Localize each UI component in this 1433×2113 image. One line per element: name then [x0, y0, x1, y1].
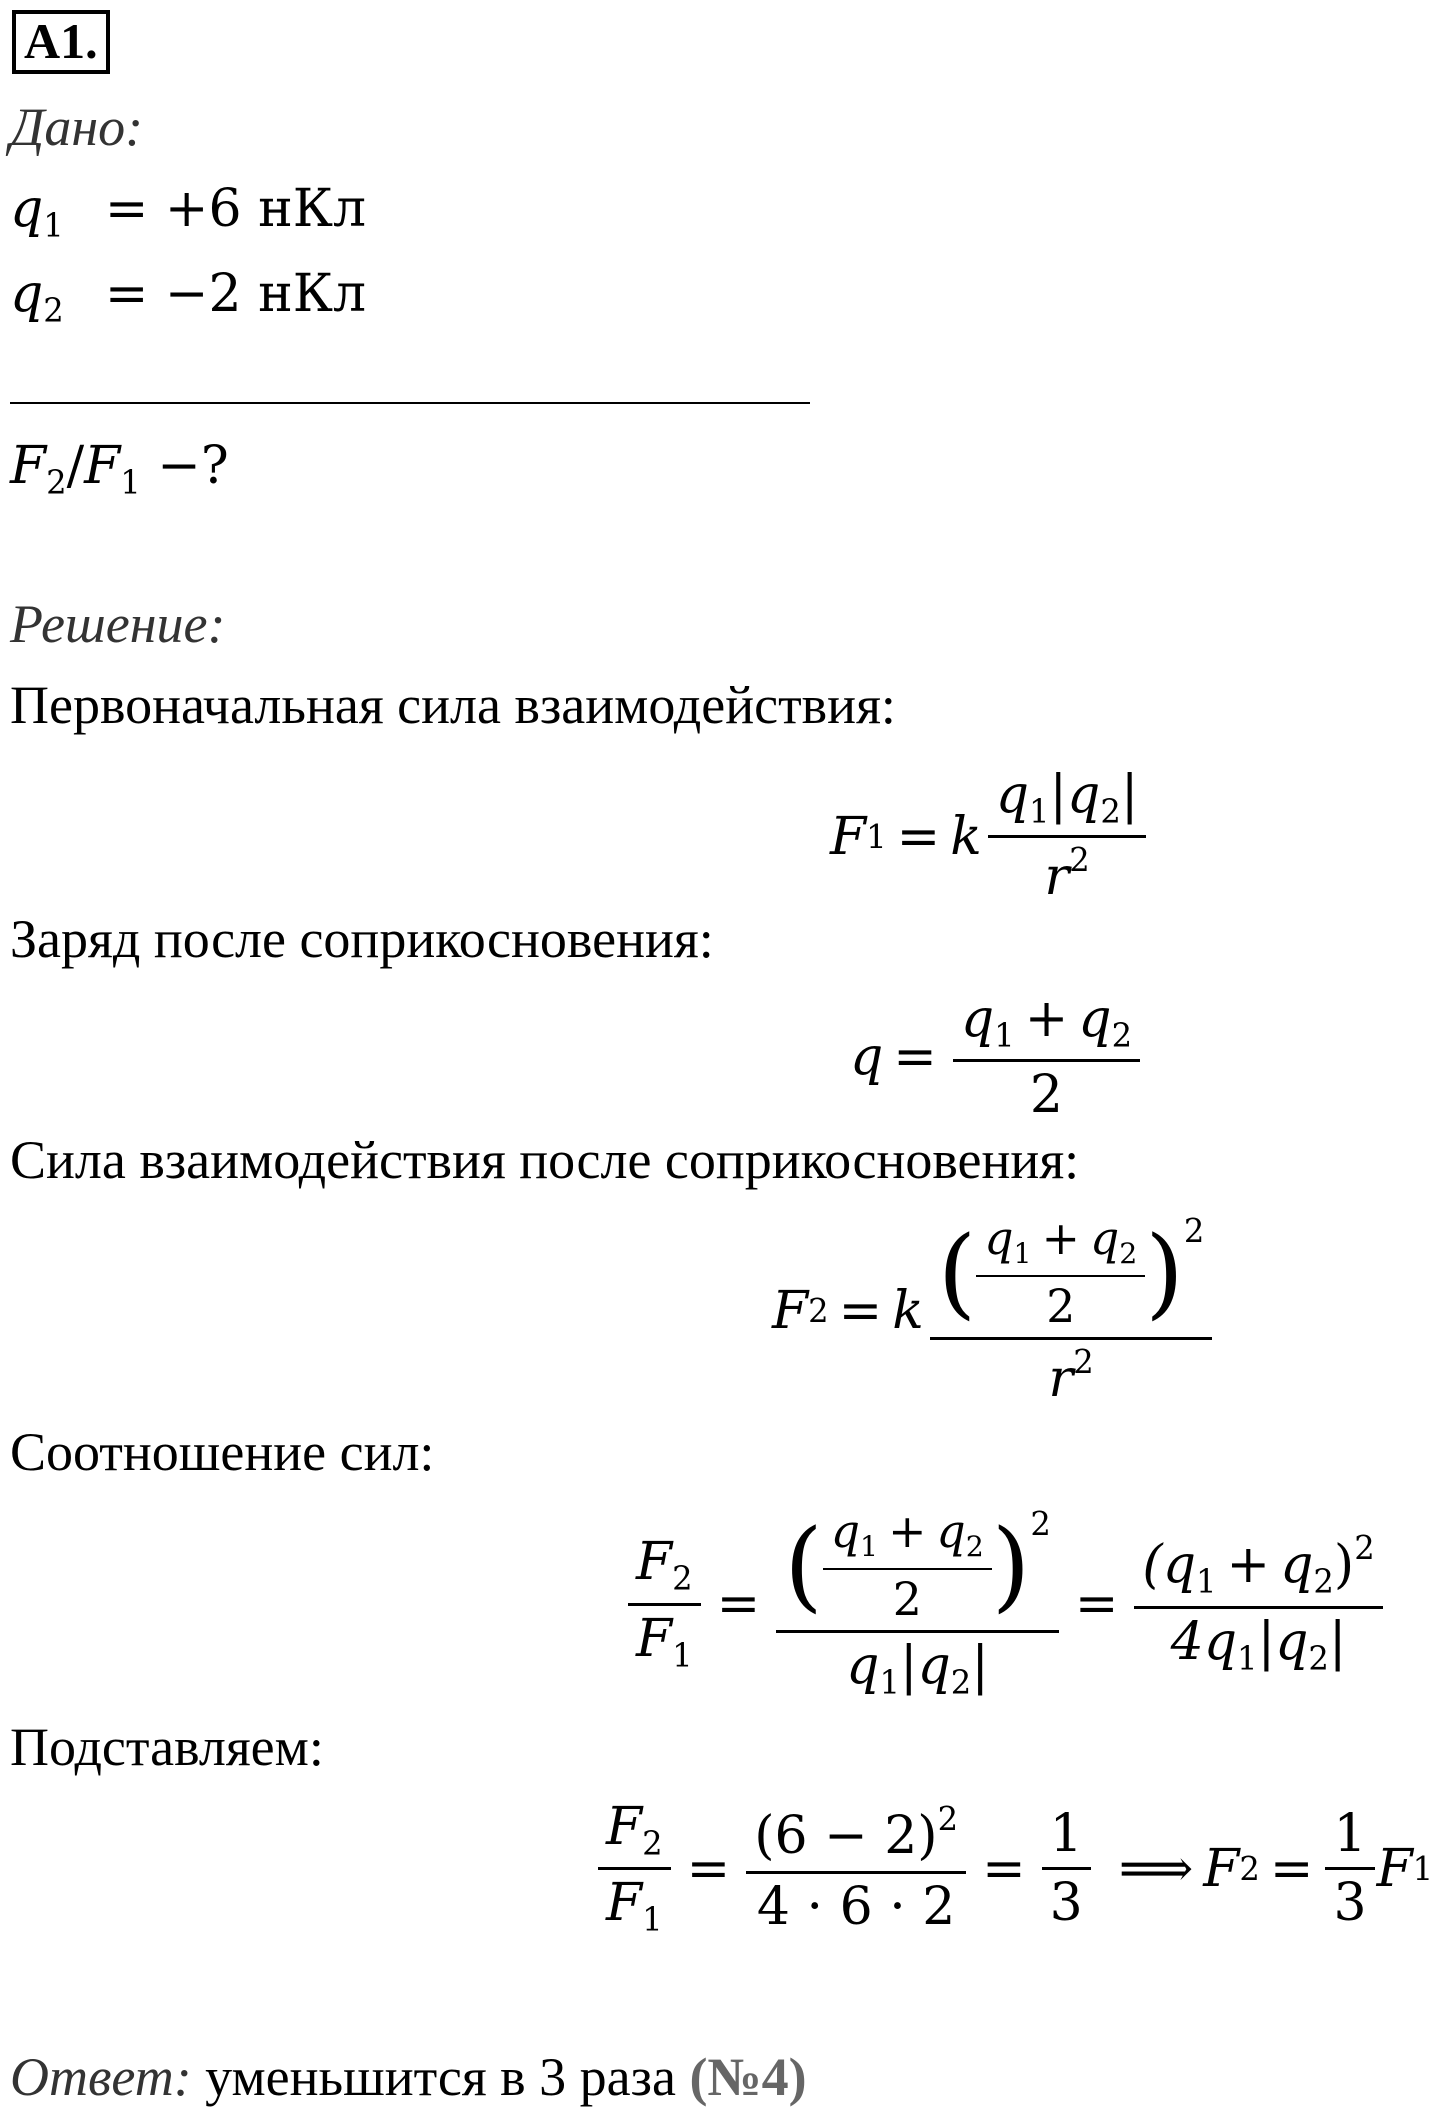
answer-reference: (№4) [689, 2047, 807, 2107]
eq3-inner-denominator: 2 [1046, 1279, 1076, 1333]
eq1-fraction [988, 765, 1147, 908]
eq3-k: k [892, 1281, 924, 1342]
eq4-middle-denominator [838, 1633, 997, 1700]
step-force-after: Сила взаимодействия после соприкосновения: [10, 1130, 1080, 1190]
eq1-num-abs-q: |q [1049, 765, 1101, 825]
eq4-md-q1-index: 1 [879, 1663, 900, 1702]
eq4-in-q1-index: 1 [860, 1530, 879, 1564]
eq4-f1: F [636, 1608, 673, 1669]
eq5-middle-numerator [746, 1799, 966, 1874]
eq3-in-q2: q [1089, 1212, 1120, 1265]
eq1-lhs-index: 1 [866, 817, 887, 856]
eq5-f1-index: 1 [642, 1900, 663, 1939]
eq5-mn-power: 2 [937, 1799, 959, 1838]
eq4-left-numerator [628, 1532, 701, 1605]
eq2-num-q1: q [960, 989, 995, 1049]
eq4-rd-abs-q2: |q [1257, 1611, 1309, 1672]
eq4-inner-fraction [823, 1505, 992, 1626]
eq1-equals: = [896, 806, 941, 867]
eq4-md-abs-q2-index: 2 [950, 1663, 972, 1702]
eq5-third-denominator: 3 [1049, 1873, 1083, 1934]
eq3-den-power: 2 [1073, 1342, 1094, 1381]
eq5-f1: F [606, 1873, 643, 1934]
eq4-left-fraction [628, 1532, 701, 1674]
eq2-plus: + [1024, 989, 1069, 1049]
q1-index: 1 [43, 206, 64, 245]
eq1-num-abs-q-index: 2 [1100, 792, 1121, 831]
eq5-equals-2: = [982, 1838, 1026, 1899]
eq5-f2: F [606, 1797, 643, 1857]
eq3-numerator [930, 1212, 1213, 1340]
step-charge-after: Заряд после соприкосновения: [10, 909, 714, 969]
eq5-left-denominator [598, 1870, 671, 1937]
equation-initial-force [830, 765, 1152, 908]
eq5-left-numerator [598, 1797, 671, 1870]
eq4-middle-fraction [776, 1505, 1059, 1702]
eq3-plus: + [1041, 1212, 1080, 1265]
eq4-rd-q1-index: 1 [1237, 1638, 1258, 1677]
eq1-num-abs-close: | [1120, 765, 1139, 825]
step-initial-force: Первоначальная сила взаимодействия: [10, 675, 896, 735]
eq4-right-numerator [1134, 1529, 1382, 1608]
equation-substitution [592, 1797, 1433, 1939]
q1-value: = +6 нКл [104, 179, 367, 239]
eq4-rn-power: 2 [1354, 1529, 1375, 1568]
eq4-right-fraction [1134, 1529, 1382, 1677]
eq5-equals-3: = [1269, 1838, 1314, 1899]
eq5-rhs-f2: F [1203, 1838, 1240, 1899]
step-substitute: Подставляем: [10, 1717, 324, 1777]
answer-text: уменьшится в 3 раза [191, 2047, 690, 2107]
eq4-left-denominator [628, 1606, 701, 1673]
eq4-rn-close: ) [1333, 1535, 1355, 1596]
eq5-result-numerator: 1 [1325, 1807, 1374, 1871]
eq5-tail-f1: F [1376, 1838, 1413, 1899]
eq3-in-q1: q [984, 1212, 1014, 1265]
eq3-fraction [930, 1212, 1213, 1410]
step-force-ratio: Соотношение сил: [10, 1422, 435, 1482]
find-expression [10, 436, 229, 502]
eq4-left-paren: ( [784, 1507, 823, 1623]
find-slash: / [66, 436, 85, 496]
eq2-lhs: q [850, 1027, 884, 1088]
eq4-rn-q1: (q [1142, 1535, 1196, 1596]
eq5-tail-f1-index: 1 [1412, 1849, 1433, 1888]
eq4-f2-index: 2 [672, 1559, 693, 1598]
eq2-numerator [953, 989, 1140, 1062]
eq4-rn-q2-index: 2 [1313, 1562, 1334, 1601]
eq1-numerator [988, 765, 1147, 838]
eq4-rn-q1-index: 1 [1195, 1562, 1217, 1601]
eq2-num-q2-index: 2 [1111, 1016, 1133, 1055]
answer-label: Ответ: [10, 2047, 192, 2107]
eq4-equals-1: = [716, 1574, 761, 1635]
eq4-md-q1: q [846, 1635, 880, 1696]
find-f2-index: 2 [46, 463, 67, 502]
eq5-rhs-f2-index: 2 [1239, 1849, 1260, 1888]
eq1-num-q: q [995, 765, 1029, 825]
find-f1-index: 1 [120, 463, 141, 502]
q2-index: 2 [43, 291, 64, 330]
eq5-mn-expr: (6 − 2) [754, 1806, 938, 1867]
equation-force-after [772, 1212, 1218, 1410]
eq4-plus: + [888, 1505, 927, 1558]
eq4-in-q2-index: 2 [965, 1530, 984, 1564]
eq4-f1-index: 1 [672, 1635, 693, 1674]
eq3-power: 2 [1183, 1212, 1205, 1250]
eq1-num-q-index: 1 [1029, 792, 1050, 831]
find-question: −? [140, 436, 229, 496]
given-divider [10, 402, 810, 404]
q1-symbol: q [10, 179, 44, 239]
eq5-result-fraction [1325, 1803, 1374, 1934]
eq4-rd-abs-close: | [1328, 1611, 1347, 1672]
problem-label: A1. [12, 10, 110, 74]
eq4-f2: F [636, 1532, 673, 1593]
eq2-num-q1-index: 1 [994, 1016, 1015, 1055]
eq5-middle-denominator: 4 · 6 · 2 [756, 1876, 956, 1937]
eq3-right-paren: ) [1145, 1214, 1184, 1330]
q2-symbol: q [10, 264, 44, 324]
eq3-in-q1-index: 1 [1013, 1237, 1032, 1271]
eq3-in-q2-index: 2 [1119, 1237, 1138, 1271]
eq3-left-paren: ( [937, 1214, 977, 1330]
find-f1: F [84, 436, 121, 496]
q2-value: = −2 нКл [104, 264, 367, 324]
eq1-den-power: 2 [1069, 841, 1090, 880]
eq3-lhs-index: 2 [808, 1292, 829, 1331]
eq4-rd-4q1: 4q [1170, 1611, 1238, 1672]
eq4-in-q2: q [936, 1505, 966, 1558]
eq5-middle-fraction [746, 1799, 966, 1937]
given-heading: Дано: [10, 97, 144, 157]
eq4-equals-2: = [1074, 1574, 1119, 1635]
eq5-third-fraction [1042, 1803, 1091, 1934]
eq2-equals: = [893, 1027, 937, 1088]
eq5-left-fraction [598, 1797, 671, 1939]
eq1-den-r: r [1044, 847, 1070, 908]
eq4-inner-numerator [823, 1505, 992, 1570]
answer-line [10, 2047, 807, 2107]
given-q1 [10, 179, 367, 245]
eq4-right-denominator [1163, 1609, 1355, 1676]
eq1-denominator [1036, 838, 1097, 906]
eq5-equals-1: = [686, 1838, 731, 1899]
eq3-denominator [1040, 1340, 1101, 1408]
eq2-fraction [953, 989, 1140, 1126]
eq4-md-abs-q2: |q [899, 1635, 951, 1696]
eq4-power: 2 [1030, 1505, 1051, 1543]
eq4-inner-denominator: 2 [892, 1572, 922, 1626]
eq3-lhs: F [772, 1281, 809, 1342]
eq4-rn-q2: q [1280, 1535, 1314, 1596]
eq4-in-q1: q [830, 1505, 861, 1558]
eq5-f2-index: 2 [642, 1824, 663, 1863]
given-q2 [10, 264, 367, 330]
find-f2: F [10, 436, 47, 496]
eq4-md-abs-close: | [971, 1635, 989, 1696]
eq3-den-r: r [1048, 1349, 1074, 1410]
eq3-inner-fraction [976, 1212, 1145, 1333]
implies-icon: ⟹ [1118, 1838, 1194, 1899]
eq3-equals: = [838, 1281, 883, 1342]
eq1-k: k [950, 806, 982, 867]
equation-force-ratio [622, 1505, 1389, 1702]
eq2-denominator: 2 [1029, 1065, 1064, 1126]
eq3-inner-numerator [976, 1212, 1145, 1277]
eq4-rd-q2-index: 2 [1308, 1638, 1329, 1677]
eq4-middle-numerator [776, 1505, 1059, 1633]
eq4-rn-plus: + [1226, 1535, 1271, 1596]
eq4-right-paren: ) [991, 1507, 1031, 1623]
eq5-result-denominator: 3 [1333, 1873, 1367, 1934]
eq2-num-q2: q [1078, 989, 1112, 1049]
solution-heading: Решение: [10, 594, 226, 654]
equation-charge-after [850, 989, 1146, 1126]
eq1-lhs: F [830, 806, 867, 867]
eq5-third-numerator: 1 [1042, 1807, 1091, 1871]
